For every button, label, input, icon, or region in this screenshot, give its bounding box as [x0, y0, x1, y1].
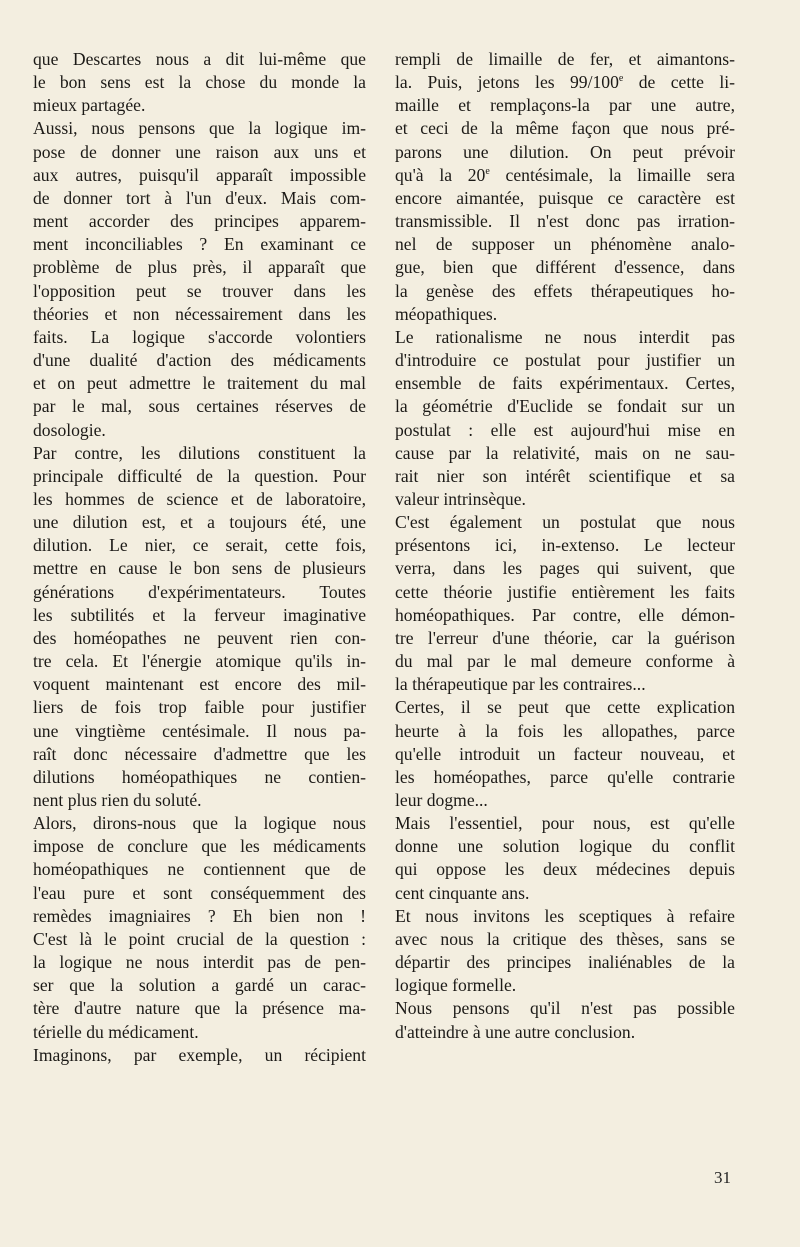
text-line: térielle du médicament. [33, 1021, 199, 1042]
text-line: aux autres, puisqu'il apparaît impossible [33, 164, 366, 185]
text-line: de donner tort à l'un d'eux. Mais com- [33, 187, 366, 208]
text-line: méopathiques. [395, 303, 498, 324]
text-line: une dilution est, et a toujours été, une [33, 512, 366, 533]
text-line: nel de supposer un phénomène analo- [395, 234, 735, 255]
text-line: et on peut admettre le traitement du mal [33, 373, 366, 394]
text-line-part: centésimale, la limaille sera [489, 164, 735, 185]
superscript: e [485, 165, 490, 177]
text-line: départir des principes inaliénables de la [395, 952, 735, 973]
text-line: qu'elle introduit un facteur nouveau, et [395, 743, 735, 764]
text-line: que Descartes nous a dit lui-même que [33, 49, 366, 69]
text-line: dilution. Le nier, ce serait, cette fois, [33, 535, 366, 556]
text-line: théories et non nécessairement dans les [33, 303, 366, 324]
text-line: qui oppose les deux médecines depuis [395, 859, 735, 880]
text-line: ensemble de faits expérimentaux. Certes, [395, 373, 735, 394]
text-line: encore aimantée, puisque ce caractère est [395, 187, 735, 208]
text-line: cette théorie justifie entièrement les faits [395, 581, 735, 602]
text-line: C'est également un postulat que nous [395, 512, 735, 533]
text-line: ment accorder des principes apparem- [33, 211, 366, 232]
text-line: tère d'autre nature que la présence ma- [33, 998, 366, 1019]
text-line: maille et remplaçons-la par une autre, [395, 95, 735, 116]
text-line [395, 71, 735, 94]
text-line: d'atteindre à une autre conclusion. [395, 1021, 636, 1042]
text-line: leur dogme... [395, 790, 488, 810]
text-line: problème de plus près, il apparaît que [33, 257, 366, 278]
text-line: mettre en cause le bon sens de plusieurs [33, 558, 366, 579]
right-text-column [395, 48, 735, 1044]
text-line: Nous pensons qu'il n'est pas possible [395, 998, 735, 1019]
text-line: heurte à la fois les allopathes, parce [395, 720, 735, 741]
text-line: la genèse des effets thérapeutiques ho- [395, 280, 735, 301]
text-line: valeur intrinsèque. [395, 488, 526, 509]
text-line: rempli de limaille de fer, et aimantons- [395, 49, 735, 69]
text-line: impose de conclure que les médicaments [33, 836, 366, 857]
text-line: faits. La logique s'accorde volontiers [33, 326, 366, 347]
text-line: et ceci de la même façon que nous pré- [395, 118, 735, 139]
text-line: cause par la relativité, mais on ne sau- [395, 442, 735, 463]
superscript: e [618, 73, 624, 85]
text-line: homéopathiques ne contiennent que de [33, 859, 366, 880]
text-line: mieux partagée. [33, 95, 146, 116]
text-line: remèdes imagniaires ? Eh bien non ! [33, 905, 366, 926]
text-line: par le mal, sous certaines réserves de [33, 396, 366, 417]
text-line: générations d'expérimentateurs. Toutes [33, 581, 366, 602]
text-line: homéopathiques. Par contre, elle démon- [395, 604, 735, 625]
text-line: les homéopathes, parce qu'elle contrarie [395, 766, 735, 787]
text-line: principale difficulté de la question. Pour [33, 465, 366, 486]
text-line-part: la. Puis, jetons les 99/100 [395, 72, 619, 93]
text-line: Certes, il se peut que cette explication [395, 697, 735, 718]
text-line: Le rationalisme ne nous interdit pas [395, 326, 735, 347]
text-line: d'introduire ce postulat pour justifier un [395, 350, 735, 371]
text-line: dosologie. [33, 419, 106, 440]
left-text-column [33, 48, 366, 1067]
text-line: donne une solution logique du conflit [395, 836, 735, 857]
text-line: du mal par le mal demeure conforme à [395, 651, 735, 672]
page-number: 31 [714, 1168, 731, 1187]
text-line: verra, dans les pages qui suivent, que [395, 558, 735, 579]
text-line: Aussi, nous pensons que la logique im- [33, 118, 366, 139]
text-line: raît donc nécessaire d'admettre que les [33, 743, 366, 764]
text-line: présentons ici, in-extenso. Le lecteur [395, 535, 735, 556]
text-line: postulat : elle est aujourd'hui mise en [395, 419, 735, 440]
text-line: cent cinquante ans. [395, 882, 530, 903]
text-line: ser que la solution a gardé un carac- [33, 975, 366, 996]
text-line: la géométrie d'Euclide se fondait sur un [395, 396, 735, 417]
text-line: d'une dualité d'action des médicaments [33, 350, 366, 371]
text-line: les subtilités et la ferveur imaginative [33, 604, 366, 625]
text-line: une vingtième centésimale. Il nous pa- [33, 720, 366, 741]
text-line: la thérapeutique par les contraires... [395, 674, 646, 695]
text-line: les hommes de science et de laboratoire, [33, 488, 366, 509]
text-line: liers de fois trop faible pour justifier [33, 697, 366, 718]
text-line: parons une dilution. On peut prévoir [395, 141, 735, 162]
text-line: le bon sens est la chose du monde la [33, 72, 366, 93]
text-line: ment inconciliables ? En examinant ce [33, 234, 366, 255]
text-line [395, 164, 735, 187]
text-line-part: de cette li- [623, 72, 735, 93]
text-line: Alors, dirons-nous que la logique nous [33, 813, 366, 834]
text-line: avec nous la critique des thèses, sans se [395, 928, 735, 949]
text-line: Par contre, les dilutions constituent la [33, 442, 366, 463]
text-line: Imaginons, par exemple, un récipient [33, 1044, 366, 1065]
text-line: rait nier son intérêt scientifique et sa [395, 465, 735, 486]
text-line: dilutions homéopathiques ne contien- [33, 766, 366, 787]
text-line: tre cela. Et l'énergie atomique qu'ils in- [33, 651, 366, 672]
text-line: transmissible. Il n'est donc pas irration- [395, 211, 735, 232]
text-line: pose de donner une raison aux uns et [33, 141, 366, 162]
text-line: la logique ne nous interdit pas de pen- [33, 952, 366, 973]
text-line: gue, bien que différent d'essence, dans [395, 257, 735, 278]
text-line-part: qu'à la 20 [395, 164, 486, 185]
text-line: Et nous invitons les sceptiques à refaire [395, 905, 735, 926]
text-line: l'eau pure et sont conséquemment des [33, 882, 366, 903]
text-line: logique formelle. [395, 975, 517, 996]
text-line: C'est là le point crucial de la question : [33, 928, 366, 949]
text-line: nent plus rien du soluté. [33, 790, 202, 810]
text-line: voquent maintenant est encore des mil- [33, 674, 366, 695]
text-line: des homéopathes ne peuvent rien con- [33, 627, 366, 648]
text-line: l'opposition peut se trouver dans les [33, 280, 366, 301]
text-line: Mais l'essentiel, pour nous, est qu'elle [395, 813, 735, 834]
text-line: tre l'erreur d'une théorie, car la guérison [395, 627, 735, 648]
